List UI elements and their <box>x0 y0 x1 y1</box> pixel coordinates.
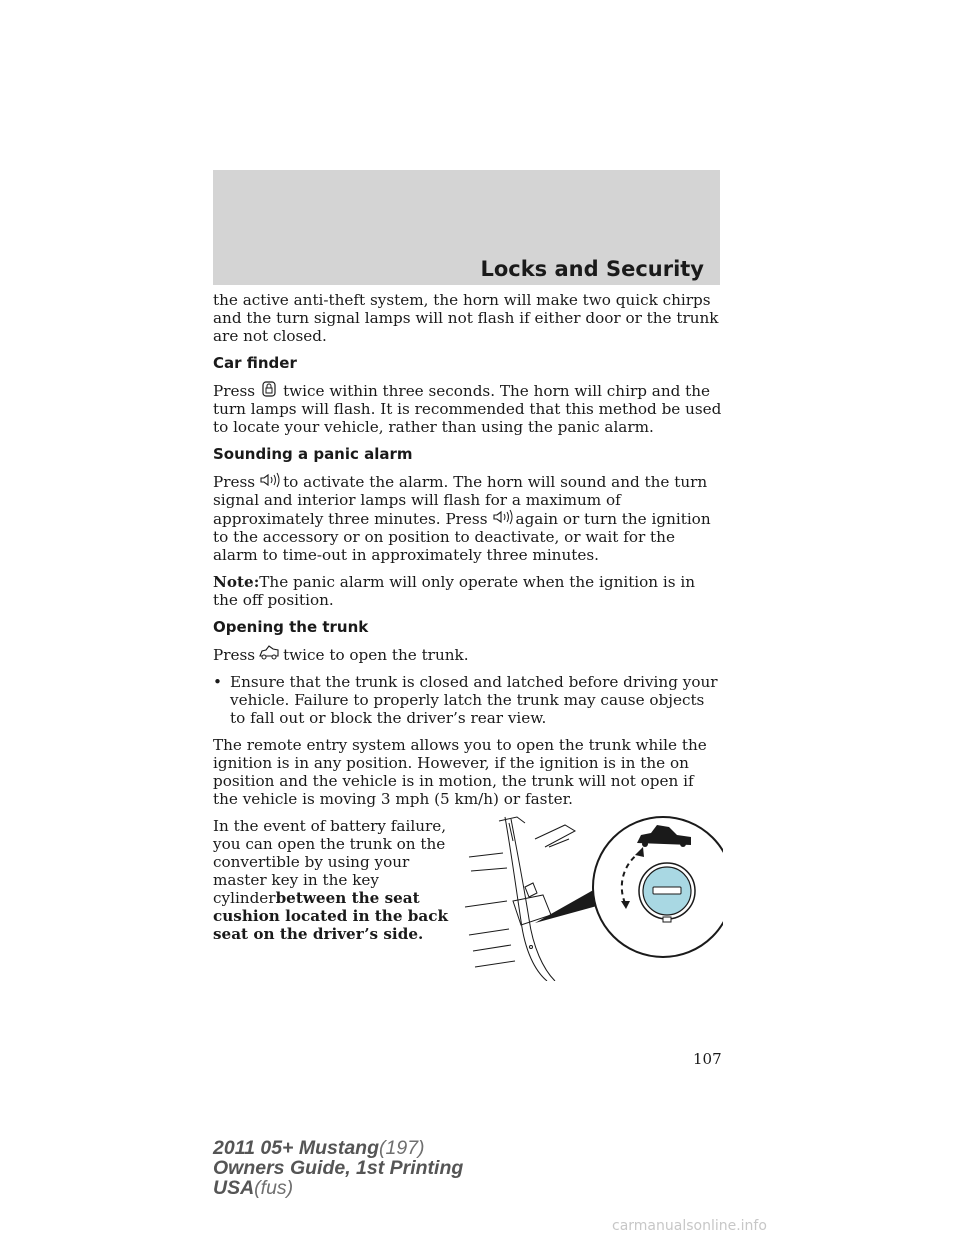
page-number: 107 <box>693 1050 722 1068</box>
panic-heading: Sounding a panic alarm <box>213 445 413 463</box>
press-label: Press <box>213 382 256 400</box>
panic-text-1: to activate the alarm. The horn will sound and the turn signal and interior lamps will flash for a maximum of approximately three minutes. Press <box>213 473 708 528</box>
panic-text-2: again or turn the ignition to the accessory or on position to deactivate, or wait for the alarm to time-out in approximately three minutes. <box>213 510 711 564</box>
battery-bold-text: between the seat cushion located in the back seat on the driver’s side. <box>213 889 449 943</box>
intro-paragraph: the active anti-theft system, the horn will make two quick chirps and the turn signal lamps will not flash if either door or the trunk are not closed. <box>213 291 719 345</box>
footer-code: (197) <box>379 1137 425 1159</box>
bullet-text: Ensure that the trunk is closed and latched before driving your vehicle. Failure to properly latch the trunk may cause objects to fall out or block the driver’s rear view. <box>230 673 718 727</box>
lock-icon <box>257 381 281 397</box>
battery-text: In the event of battery failure, you can open the trunk on the convertible by using your master key in the key cylinder <box>213 817 447 907</box>
watermark: carmanualsonline.info <box>612 1218 767 1234</box>
trunk-text: twice to open the trunk. <box>283 646 469 664</box>
trunk-icon <box>257 645 281 661</box>
note-paragraph <box>213 573 723 609</box>
remote-entry-paragraph: The remote entry system allows you to open the trunk while the ignition is in any position. However, if the ignition is in the on position and the vehicle is in motion, the trunk will not open if the vehicle is moving 3 mph (5 km/h) or faster. <box>213 736 707 808</box>
car-finder-text: twice within three seconds. The horn will chirp and the turn lamps will flash. It is recommended that this method be used to locate your vehicle, rather than using the panic alarm. <box>213 382 722 436</box>
footer-region-code: (fus) <box>254 1177 294 1199</box>
note-text: The panic alarm will only operate when the ignition is in the off position. <box>213 573 696 609</box>
car-finder-paragraph <box>213 381 723 436</box>
press-label: Press <box>213 473 256 491</box>
section-title: Locks and Security <box>480 257 704 281</box>
footer-model: 2011 05+ Mustang <box>213 1137 380 1159</box>
print-footer <box>213 1138 463 1198</box>
panic-paragraph <box>213 472 723 564</box>
panic-icon <box>490 509 514 525</box>
trunk-heading: Opening the trunk <box>213 618 369 636</box>
key-cylinder-illustration <box>451 811 723 981</box>
panic-icon <box>257 472 281 488</box>
header-band <box>213 170 720 285</box>
bullet-item <box>213 673 723 727</box>
press-label: Press <box>213 646 256 664</box>
battery-paragraph <box>213 817 451 981</box>
footer-region: USA <box>213 1177 255 1199</box>
bullet-dot: • <box>213 673 222 691</box>
footer-guide: Owners Guide, 1st Printing <box>213 1157 464 1179</box>
battery-section <box>213 817 723 981</box>
note-label: Note: <box>213 573 260 591</box>
trunk-paragraph <box>213 645 723 664</box>
page-content <box>213 291 723 981</box>
car-finder-heading: Car finder <box>213 354 297 372</box>
